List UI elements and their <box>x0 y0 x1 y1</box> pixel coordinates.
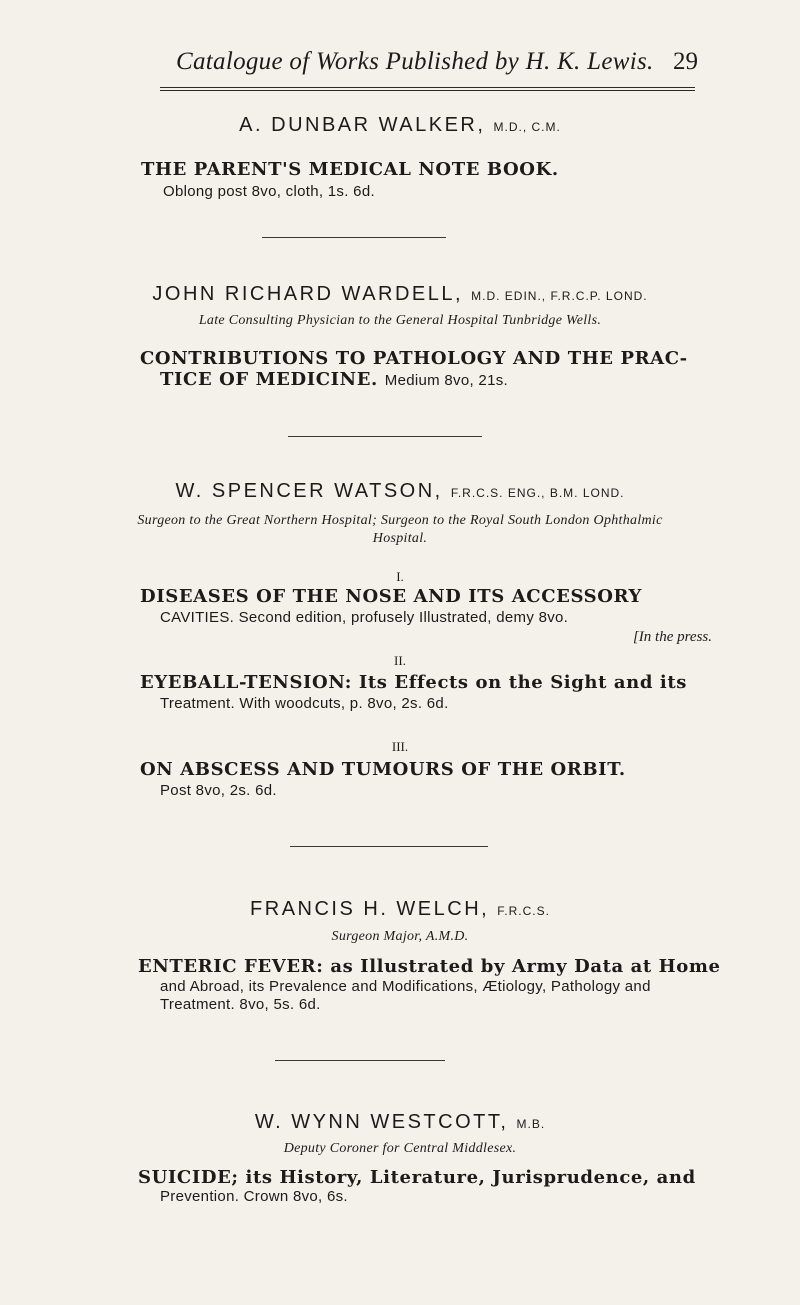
header-rule-thick <box>160 87 695 88</box>
author-degrees: F.R.C.S. ENG., B.M. LOND. <box>450 486 625 500</box>
section-divider <box>290 846 488 847</box>
page-number: 29 <box>673 48 698 75</box>
book-title: SUICIDE; its History, Literature, Jurisprudence, and <box>138 1167 696 1188</box>
author-degrees: M.B. <box>516 1117 546 1131</box>
book-title: ON ABSCESS AND TUMOURS OF THE ORBIT. <box>140 759 626 780</box>
publication-status: [In the press. <box>632 629 712 645</box>
author-description: Surgeon to the Great Northern Hospital; Surgeon to the Royal South London Ophthalmic <box>137 513 663 528</box>
section-divider <box>262 237 446 238</box>
book-details: Oblong post 8vo, cloth, 1s. 6d. <box>163 183 375 200</box>
book-details: Post 8vo, 2s. 6d. <box>160 782 277 799</box>
work-numeral: II. <box>394 653 406 668</box>
author-degrees: M.D. EDIN., F.R.C.P. LOND. <box>471 289 648 303</box>
book-details: Prevention. Crown 8vo, 6s. <box>160 1188 348 1205</box>
author-degrees: F.R.C.S. <box>497 904 550 918</box>
author-description: Late Consulting Physician to the General Hospital Tunbridge Wells. <box>198 313 602 328</box>
work-numeral: III. <box>391 739 409 754</box>
author-name: JOHN RICHARD WARDELL, <box>152 283 464 305</box>
author-description-continued: Hospital. <box>372 531 428 546</box>
book-details: and Abroad, its Prevalence and Modifications, Ætiology, Pathology and <box>160 978 651 995</box>
book-details: Medium 8vo, 21s. <box>384 372 508 389</box>
section-divider <box>288 436 482 437</box>
author-name: W. SPENCER WATSON, <box>175 480 443 502</box>
book-title: DISEASES OF THE NOSE AND ITS ACCESSORY <box>140 586 642 607</box>
author-heading <box>0 283 800 306</box>
book-details-continued: Treatment. 8vo, 5s. 6d. <box>160 996 321 1013</box>
book-title: EYEBALL-TENSION: Its Effects on the Sight and its <box>140 672 687 693</box>
author-degrees: M.D., C.M. <box>493 120 561 134</box>
running-title: Catalogue of Works Published by H. K. Lewis. <box>176 48 654 75</box>
book-details: Treatment. With woodcuts, p. 8vo, 2s. 6d. <box>160 695 449 712</box>
author-heading <box>0 898 800 921</box>
book-title: CONTRIBUTIONS TO PATHOLOGY AND THE PRAC- <box>140 348 688 369</box>
book-title: THE PARENT'S MEDICAL NOTE BOOK. <box>141 159 559 180</box>
author-heading <box>0 480 800 503</box>
running-head <box>120 48 700 80</box>
author-name: W. WYNN WESTCOTT, <box>254 1111 509 1133</box>
author-heading <box>0 114 800 137</box>
header-rule-thin <box>160 90 695 91</box>
author-name: A. DUNBAR WALKER, <box>239 114 486 136</box>
author-description: Deputy Coroner for Central Middlesex. <box>283 1141 517 1156</box>
book-details: CAVITIES. Second edition, profusely Illustrated, demy 8vo. <box>160 609 569 626</box>
book-title-continued <box>160 370 740 391</box>
section-divider <box>275 1060 445 1061</box>
author-description: Surgeon Major, A.M.D. <box>331 929 469 944</box>
book-title: ENTERIC FEVER: as Illustrated by Army Data at Home <box>138 956 721 977</box>
author-name: FRANCIS H. WELCH, <box>250 898 490 920</box>
work-numeral: I. <box>396 569 404 584</box>
author-heading <box>0 1111 800 1134</box>
book-title-line2: TICE OF MEDICINE. <box>160 369 378 390</box>
